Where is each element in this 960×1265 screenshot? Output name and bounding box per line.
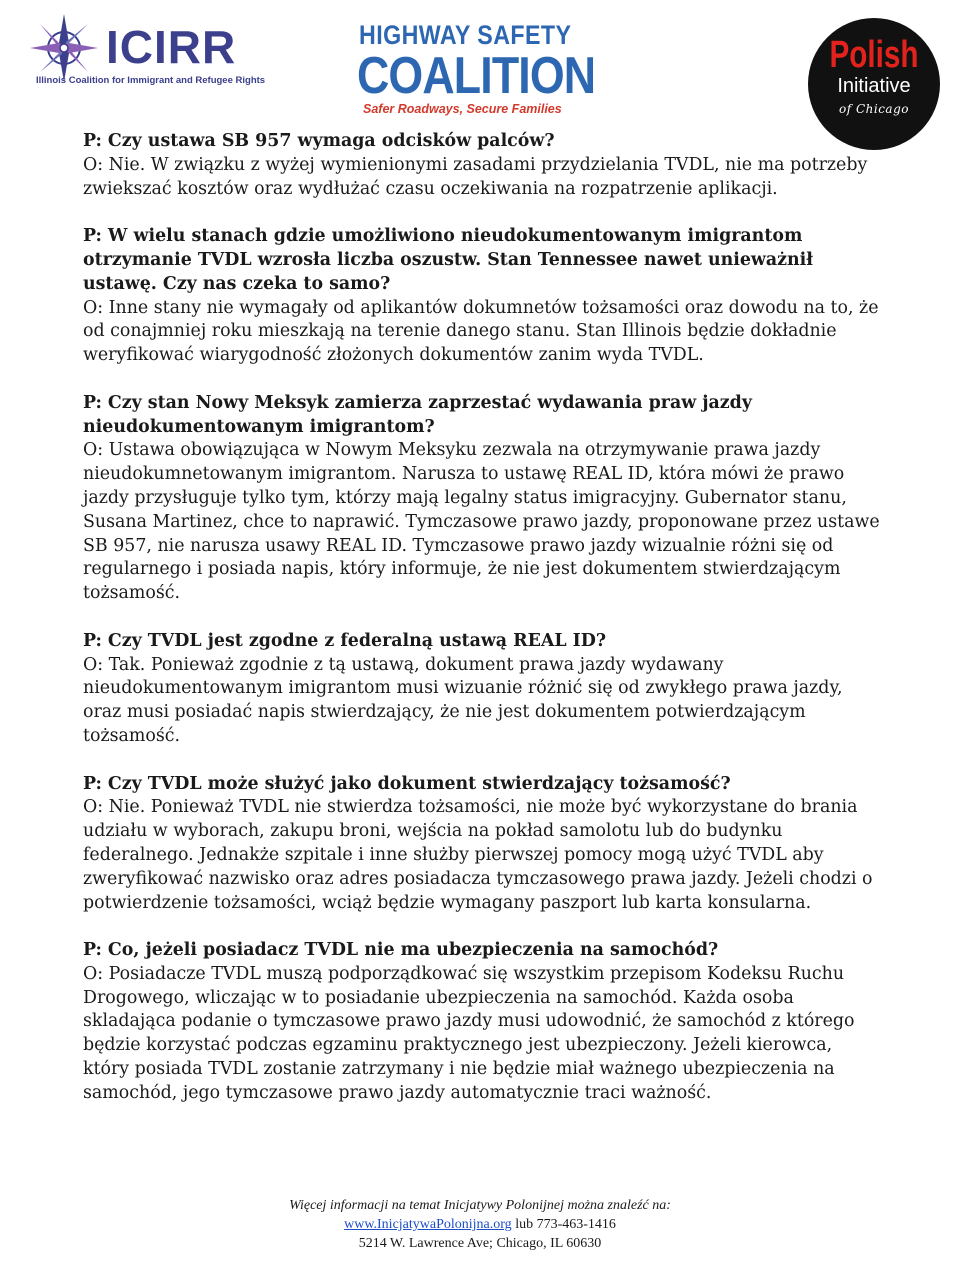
icirr-name: ICIRR: [106, 21, 237, 73]
hsc-tagline: Safer Roadways, Secure Families: [363, 102, 562, 116]
logo-bar: [0, 0, 960, 130]
hsc-line2: COALITION: [357, 47, 596, 105]
question: P: Co, jeżeli posiadacz TVDL nie ma ubezpieczenia na samochód?: [83, 940, 719, 961]
footer: [0, 1196, 960, 1253]
qa-item: [83, 773, 883, 916]
question: P: Czy ustawa SB 957 wymaga odcisków palców?: [83, 131, 555, 151]
answer: O: Nie. Ponieważ TVDL nie stwierdza tożsamości, nie może być wykorzystane do brania udziału w wyborach, zakupu broni, wejścia na pokład samolotu lub do budynku federalnego. Jednakże szpitale i inne służby pierwszej pomocy mogą użyć TVDL aby zweryfikować nazwisko oraz adres posiadacza tymczasowego prawa jazdy. Jeżeli chodzi o potwierdzenie tożsamości, wciąż będzie wymagany paszport lub karta konsularna.: [83, 797, 873, 913]
question: P: W wielu stanach gdzie umożliwiono nieudokumentowanym imigrantom otrzymanie TVDL wzrosła liczba oszustw. Stan Tennessee nawet unieważnił ustawę. Czy nas czeka to samo?: [83, 226, 813, 294]
footer-contact: [0, 1215, 960, 1234]
qa-item: [83, 225, 883, 368]
highway-safety-coalition-logo: [357, 20, 596, 122]
icirr-logo: [28, 12, 268, 92]
website-link[interactable]: www.InicjatywaPolonijna.org: [344, 1217, 512, 1232]
answer: O: Ustawa obowiązująca w Nowym Meksyku zezwala na otrzymywanie prawa jazdy nieudokumnetowanym imigrantom. Narusza to ustawę REAL ID, która mówi że prawo jazdy przysługuje tylko tym, którzy mają legalny status imigracyjny. Gubernator stanu, Susana Martinez, chce to naprawić. Tymczasowe prawo jazdy, proponowane przez ustawe SB 957, nie narusza usawy REAL ID. Tymczasowe prawo jazdy wizualnie różni się od regularnego i posiada napis, który informuje, że nie jest dokumentem stwierdzającym tożsamość.: [83, 440, 880, 604]
icirr-subtitle: Illinois Coalition for Immigrant and Refugee Rights: [36, 75, 266, 86]
answer: O: Inne stany nie wymagały od aplikantów dokumnetów tożsamości oraz dowodu na to, że od conajmniej roku mieszkają na terenie danego stanu. Stan Illinois będzie dokładnie weryfikować wiarygodność złożonych dokumentów zanim wyda TVDL.: [83, 297, 879, 366]
qa-item: [83, 630, 883, 749]
pic-line3: of Chicago: [838, 102, 909, 116]
faq-content: [83, 130, 883, 1129]
footer-address: 5214 W. Lawrence Ave; Chicago, IL 60630: [358, 1236, 602, 1251]
qa-item: [83, 130, 883, 201]
question: P: Czy stan Nowy Meksyk zamierza zaprzestać wydawania praw jazdy nieudokumentowanym imigrantom?: [83, 392, 752, 437]
compass-star-icon: [28, 12, 100, 84]
answer: O: Posiadacze TVDL muszą podporządkować się wszystkim przepisom Kodeksu Ruchu Drogowego, wliczając w to posiadanie ubezpieczenia na samochód. Każda osoba skladająca podanie o tymczasowe prawo jazdy musi udowodnić, że samochód z którego będzie korzystać podczas egzaminu praktycznego jest ubezpieczony. Jeżeli kierowca, który posiada TVDL zostanie zatrzymany i nie będzie miał ważnego ubezpieczenia na samochód, jego tymczasowe prawo jazdy automatycznie traci ważność.: [83, 963, 855, 1103]
answer: O: Nie. W związku z wyżej wymienionymi zasadami przydzielania TVDL, nie ma potrzeby zwiekszać kosztów oraz wydłużać czasu oczekiwania na rozpatrzenie aplikacji.: [83, 154, 868, 199]
footer-info: Więcej informacji na temat Inicjatywy Polonijnej można znaleźć na:: [289, 1198, 671, 1213]
pic-line2: Initiative: [837, 75, 911, 97]
question: P: Czy TVDL może służyć jako dokument stwierdzający tożsamość?: [83, 773, 731, 794]
hsc-line1: HIGHWAY SAFETY: [359, 20, 572, 50]
qa-item: [83, 392, 883, 606]
question: P: Czy TVDL jest zgodne z federalną ustawą REAL ID?: [83, 630, 607, 651]
answer: O: Tak. Ponieważ zgodnie z tą ustawą, dokument prawa jazdy wydawany nieudokumentowanym imigrantom musi wizuanie różnić się od zwykłego prawa jazdy, oraz musi posiadać napis stwierdzający, że nie jest dokumentem potwierdzającym tożsamość.: [83, 654, 843, 746]
qa-item: [83, 939, 883, 1106]
footer-phone: lub 773-463-1416: [511, 1217, 616, 1232]
pic-line1: Polish: [829, 34, 919, 76]
